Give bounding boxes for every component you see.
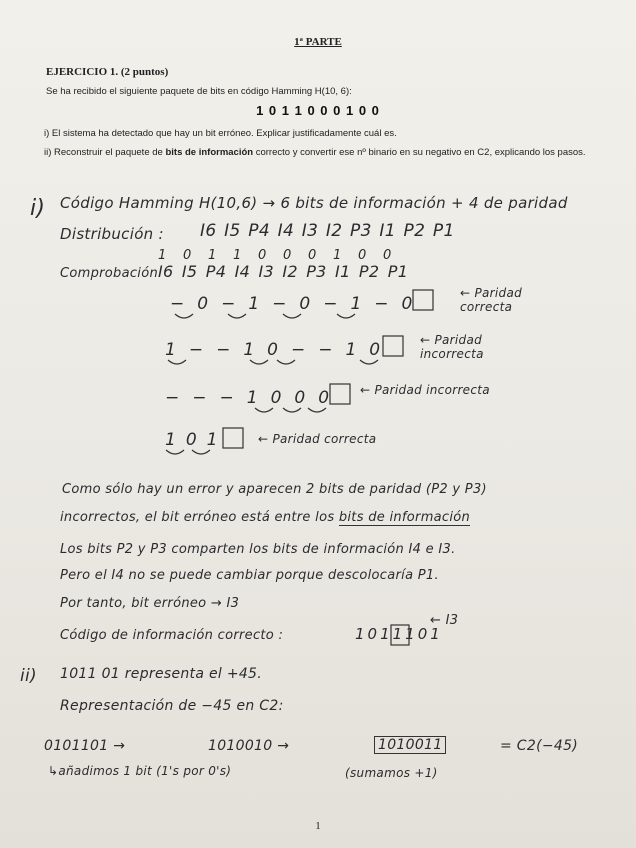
check-p2-row: 1 − − 1 0 − − 1 0 [165,340,381,360]
explanation-line-1: Como sólo hay un error y aparecen 2 bits de paridad (P2 y P3) [62,482,487,497]
answer-ii-line-2: Representación de −45 en C2: [60,698,284,714]
distribution-positions: I6 I5 P4 I4 I3 I2 P3 I1 P2 P1 [200,221,455,241]
received-bits: 1 0 1 1 0 0 0 1 0 0 [256,103,380,118]
parity-box-p3 [330,384,350,404]
check-p1-underline-mark [175,314,355,318]
exercise-description: Se ha recibido el siguiente paquete de bits en código Hamming H(10, 6): [46,86,352,97]
answer-line-hamming: Código Hamming H(10,6) → 6 bits de información + 4 de paridad [60,194,568,212]
explanation-line-4: Pero el I4 no se puede cambiar porque descolocaría P1. [60,568,439,583]
page-number: 1 [315,820,321,832]
c2-equation: = C2(−45) [500,738,579,754]
c2-note-1: ↳añadimos 1 bit (1's por 0's) [48,764,232,778]
explanation-line-3: Los bits P2 y P3 comparten los bits de información I4 e I3. [60,542,456,557]
correct-code-label: Código de información correcto : [60,628,284,643]
check-p3-note: ← Paridad incorrecta [360,383,490,397]
explanation-line-5: Por tanto, bit erróneo → I3 [60,596,240,611]
question-ii: ii) Reconstruir el paquete de bits de información correcto y convertir ese nº binario en su negativo en C2, explicando los pasos. [44,147,586,158]
check-bits: 1 0 1 1 0 0 0 1 0 0 [158,248,392,263]
check-p2-note: ← Paridad incorrecta [420,333,484,361]
distribution-label: Distribución : [60,225,164,243]
section-header: 1ª PARTE [294,36,342,48]
parity-box-p1 [413,290,433,310]
check-p1-note: ← Paridad correcta [460,286,523,314]
check-positions: I6 I5 P4 I4 I3 I2 P3 I1 P2 P1 [158,262,409,281]
c2-step-2: 1010010 → [208,738,290,754]
answer-ii-marker: ii) [20,666,37,686]
explanation-line-2: incorrectos, el bit erróneo está entre los bits de información [60,510,471,525]
check-p3-row: − − − 1 0 0 0 [165,388,330,408]
c2-step-1: 0101101 → [44,738,126,754]
answer-i-marker: i) [30,196,46,221]
parity-box-p4 [223,428,243,448]
check-p4-underline-mark [166,450,210,454]
exercise-title: EJERCICIO 1. (2 puntos) [46,66,169,78]
answer-ii-line-1: 1011 01 representa el +45. [60,666,263,682]
c2-result: 1010011 [374,736,446,754]
corrected-bit-box [391,625,409,645]
check-p3-underline-mark [255,408,326,412]
parity-box-p2 [383,336,403,356]
i3-arrow-note: ← I3 [430,613,459,628]
check-p4-row: 1 0 1 [165,430,218,450]
c2-note-2: (sumamos +1) [345,766,438,780]
correct-code-value: 1011101 [355,625,443,643]
check-p4-note: ← Paridad correcta [258,432,377,446]
check-p1-row: − 0 − 1 − 0 − 1 − 0 [170,294,413,314]
check-p2-underline-mark [168,360,378,364]
question-i: i) El sistema ha detectado que hay un bit erróneo. Explicar justificadamente cuál es. [44,128,397,139]
check-label: Comprobación [60,266,159,281]
